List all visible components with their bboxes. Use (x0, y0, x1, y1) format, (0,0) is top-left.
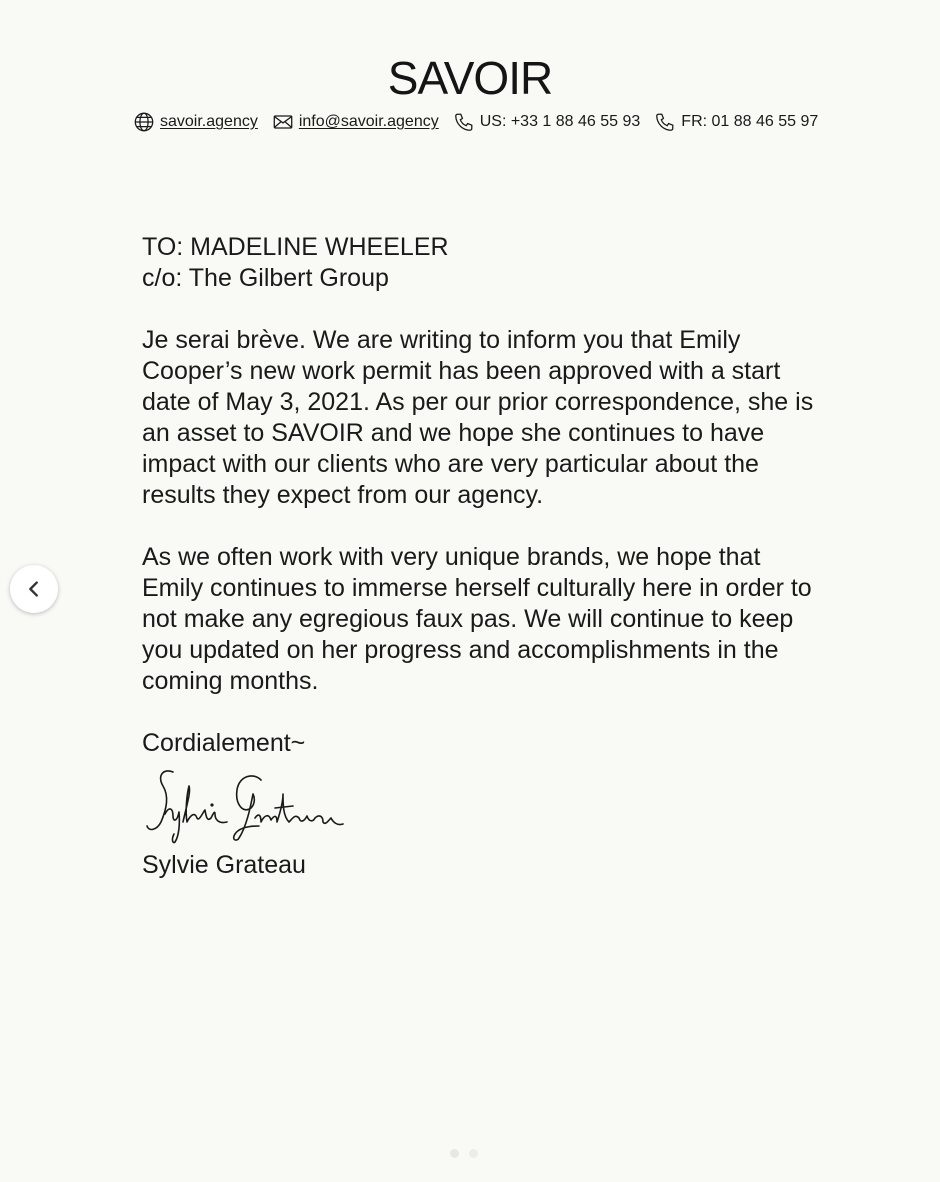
carousel-dot[interactable] (450, 1149, 459, 1158)
paragraph-2: As we often work with very unique brands, we hope that Emily continues to immerse herself culturally here in order to not make any egregious faux pas. We will continue to keep you updated on her progress and accomplishments in the coming months. (142, 543, 812, 695)
website-contact (133, 111, 258, 133)
letter-body (142, 232, 822, 759)
us-phone-text: US: +33 1 88 46 55 93 (479, 113, 641, 130)
us-phone-contact (453, 111, 641, 133)
chevron-left-icon (23, 578, 45, 600)
email-link[interactable]: info@savoir.agency (298, 113, 439, 130)
carousel-dot-active[interactable] (469, 1149, 478, 1158)
previous-slide-button[interactable] (10, 565, 58, 613)
globe-icon (133, 111, 155, 133)
website-link[interactable]: savoir.agency (160, 113, 258, 130)
carousel-dots (450, 1149, 478, 1158)
fr-phone-contact (654, 111, 818, 133)
phone-icon (453, 111, 475, 133)
phone-icon (654, 111, 676, 133)
savoir-logo: SAVOIR (387, 52, 553, 104)
closing-line: Cordialement~ (142, 729, 306, 757)
recipient-line: TO: MADELINE WHEELER (142, 233, 449, 261)
care-of-line: c/o: The Gilbert Group (142, 264, 389, 292)
handwritten-signature (143, 764, 348, 848)
email-contact (272, 111, 439, 133)
contact-bar (133, 109, 819, 135)
paragraph-1: Je serai brève. We are writing to inform you that Emily Cooper’s new work permit has been approved with a start date of May 3, 2021. As per our prior correspondence, she is an asset to SAVOIR and we hope she continues to have impact with our clients who are very particular about the results they expect from our agency. (142, 326, 814, 509)
mail-icon (272, 111, 294, 133)
signer-name: Sylvie Grateau (142, 851, 306, 879)
fr-phone-text: FR: 01 88 46 55 97 (681, 113, 819, 130)
